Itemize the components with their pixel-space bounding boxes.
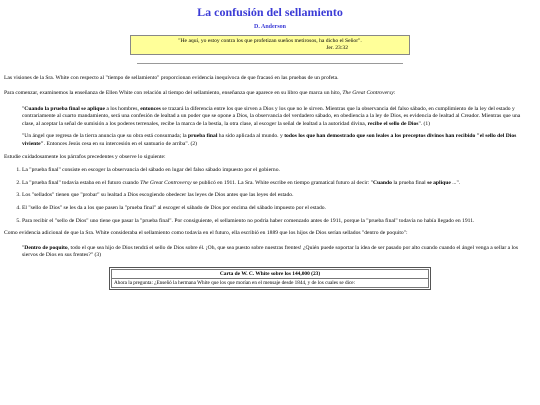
epigraph-reference: Jer. 23:32 bbox=[326, 45, 348, 52]
quote-text: " bbox=[22, 105, 25, 112]
context-colon: : bbox=[393, 90, 396, 96]
quote-text: ". (1) bbox=[418, 120, 431, 127]
quote-emphasis: entonces bbox=[140, 105, 161, 112]
divider bbox=[137, 63, 403, 64]
list-item: 3. Los "sellados" tienen que "probar" su lealtad a Dios escogiendo obedecer las leyes de Dios antes que las leyes del estado. bbox=[22, 192, 536, 200]
list-text: se publicó en 1911. La Sra. White escribe en tiempo gramatical futuro al decir: " bbox=[191, 179, 373, 186]
list-item: 4. El "sello de Dios" se les da a los que pasen la "prueba final" al escoger el sábado de Dios por encima del sábado impuesto por el estado. bbox=[22, 205, 536, 213]
list-emphasis: Cuando bbox=[372, 179, 392, 186]
quote-text: " bbox=[22, 244, 25, 251]
table-caption: Carta de W. C. White sobre los 144,000 (23) bbox=[112, 269, 429, 278]
list-text: La "prueba final" todavía estaba en el futuro cuando bbox=[22, 179, 141, 186]
evidence-paragraph: Como evidencia adicional de que la Sra. White consideraba el sellamiento como todavía en el futuro, ella escribió en 1889 que los hijos de Dios serían sellados "dentro de poquito": bbox=[4, 230, 408, 237]
quote-emphasis: prueba final bbox=[188, 133, 218, 140]
list-item bbox=[22, 180, 536, 188]
quote-text: . Entonces Jesús cesa en su intercesión en el santuario de arriba". (2) bbox=[43, 140, 198, 147]
quote-text: ha sido aplicada al mundo. y bbox=[217, 133, 285, 140]
letter-table bbox=[109, 267, 431, 290]
table-row: Ahora la pregunta: ¿Enseñó la hermana White que los que morían en el mensaje desde 1844, y de los cuales se dice: bbox=[112, 278, 429, 287]
study-paragraph: Estudie cuidadosamente los párrafos precedentes y observe lo siguiente: bbox=[4, 153, 166, 160]
book-title: The Great Controversy bbox=[140, 179, 192, 186]
quote-text: a los hombres, bbox=[104, 105, 141, 112]
list-text: ...". bbox=[450, 179, 461, 186]
list-text: la prueba final bbox=[391, 179, 428, 186]
epigraph-box bbox=[130, 35, 410, 55]
observations-list bbox=[4, 167, 536, 225]
page-title: La confusión del sellamiento bbox=[197, 5, 343, 19]
quote-emphasis: Dentro de poquito bbox=[24, 244, 68, 251]
author-name: D. Anderson bbox=[253, 24, 286, 30]
list-item: 1. La "prueba final" consiste en escoger la observancia del sábado en lugar del falso sábado impuesto por el gobierno. bbox=[22, 167, 536, 175]
quote-emphasis: Cuando la prueba final se aplique bbox=[24, 105, 105, 112]
quote-emphasis: todos los que han demostrado que son leales a los preceptos divinos han recibido "el sello del Dios viviente" bbox=[22, 133, 517, 147]
quote-emphasis: recibe el sello de Dios bbox=[367, 120, 419, 127]
quote-text: se trazará la diferencia entre los que sirven a Dios y los que no le sirven. Mientras que la observancia del falso sábado, en cumplimiento de la ley del estado y contrariamente al cuarto mandamiento, será una confesión de lealtad a un poder que se opone a Dios, la observancia del verdadero sábado, en obediencia a la ley de Dios, es evidencia de lealtad al Creador. Mientras que una clase, al aceptar la señal de sumisión a los poderes terrenales, recibe la marca de la bestia, la otra clase, al escoger la señal de lealtad a la autoridad divina, bbox=[22, 105, 521, 127]
blockquote-1889 bbox=[22, 245, 530, 260]
list-item: 5. Para recibir el "sello de Dios" uno tiene que pasar la "prueba final". Por consiguiente, el sellamiento no podría haber comenzado antes de 1911, porque la "prueba final" todavía no había llegado en 1911. bbox=[22, 218, 536, 226]
book-title: The Great Controversy bbox=[342, 90, 394, 96]
context-text: Para comenzar, examinemos la enseñanza de Ellen White con relación al tiempo del sellamiento, enseñanza que aparece en su libro que marca un hito, bbox=[4, 90, 343, 96]
epigraph-text: "He aquí, yo estoy contra los que profetizan sueños metirosos, ha dicho el Señor". bbox=[178, 38, 362, 44]
context-paragraph bbox=[4, 90, 536, 98]
intro-paragraph: Las visiones de la Sra. White con respecto al "tiempo de sellamiento" proporcionan evidencia inequívoca de que fracasó en las pruebas de un profeta. bbox=[4, 75, 339, 82]
quote-text: "Un ángel que regresa de la tierra anuncia que su obra está consumada; la bbox=[22, 133, 188, 140]
blockquote-great-controversy-2 bbox=[22, 133, 530, 148]
blockquote-great-controversy-1 bbox=[22, 106, 530, 129]
list-emphasis: se aplique bbox=[427, 179, 451, 186]
quote-text: , todo el que sea hijo de Dios tendrá el sello de Dios sobre él. ¡Oh, que sea puesto sobre nuestras frentes! ¿Quién puede soportar la idea de ser pasado por alto cuando cuando el ángel venga a sellar a los siervos de Dios en sus frentes?" (3) bbox=[22, 244, 519, 259]
